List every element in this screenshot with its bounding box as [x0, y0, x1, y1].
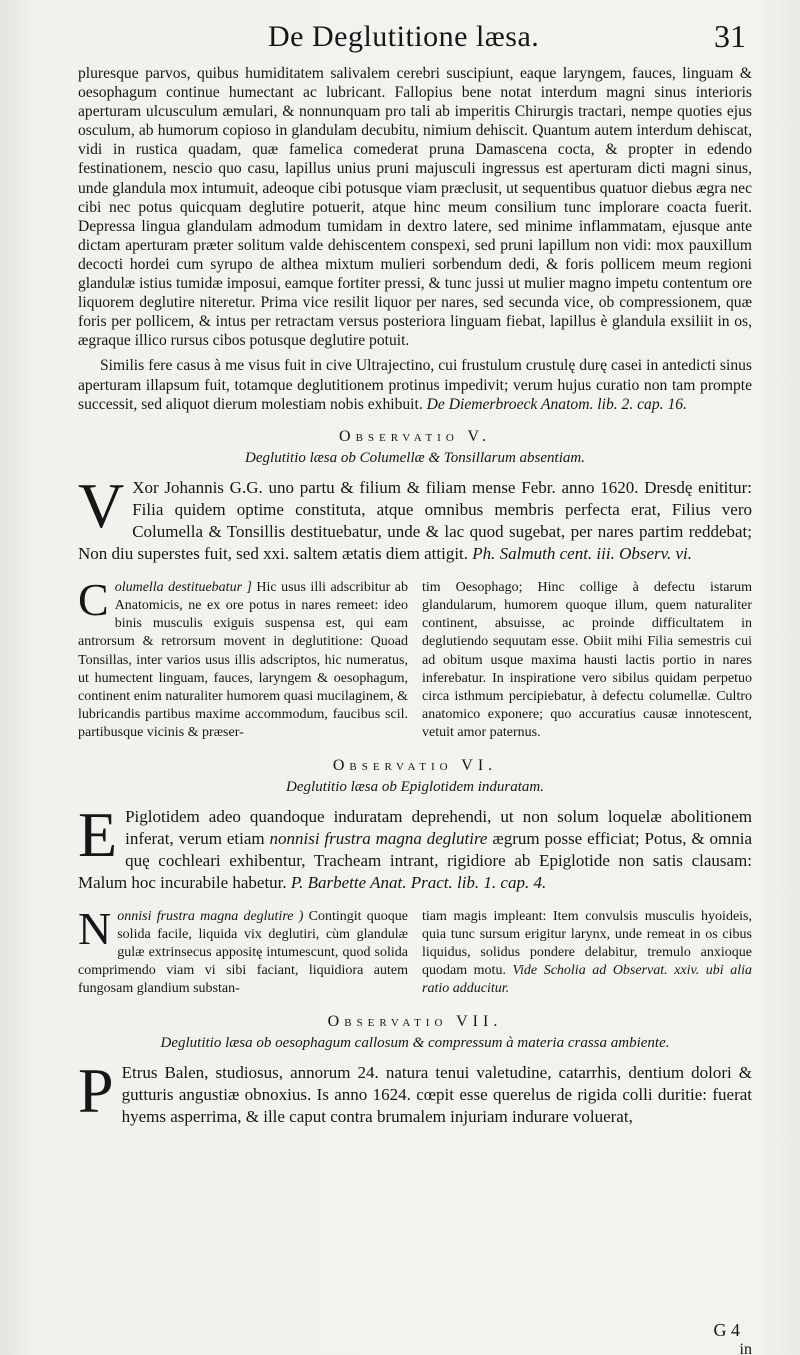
page-number: 31 — [714, 18, 746, 54]
observation-6-scholium-citation: Vide Scholia ad Observat. xxiv. ubi alia ratio adducitur. — [422, 963, 752, 997]
observation-5-citation: Ph. Salmuth cent. iii. Observ. vi. — [472, 543, 692, 563]
observation-5-scholium-left-text: Hic usus illi adscribitur ab Anatomicis, ne ex ore potus in nares remeet: ideo binis musculis exiguis suspensa est, qui eam antrorsum & retrorsum movent in deglutitione: Quoad Tonsillas, inter varios usus illis adscriptos, hic numeratus, ut humectent linguam, fauces, laryngem & oesophagum, continent enim naturaliter humorem quasi mucilaginem, & lubricandis partibus maxime accommodum, faucibus scil. partibusque vicinis & præser- — [78, 579, 408, 741]
observation-6-heading: Observatio VI. — [332, 756, 498, 774]
observation-6-scholium-right — [422, 908, 752, 999]
observation-5-body: Xor Johannis G.G. uno partu & filium & filiam mense Febr. anno 1620. Dresdę enititur: Filia quidem optime constituta, atque omnibus membris perfecta erat, Filius vero Columella & Tonsillis destituebatur, unde & lac quod sugebat, per nares partim reddebat; Non diu superstes fuit, sed xxi. saltem ætatis diem attigit. — [78, 477, 752, 563]
observation-5-text — [78, 469, 752, 565]
observation-7-text — [78, 1054, 752, 1128]
observation-6-scholium-dropcap: N — [78, 902, 112, 954]
observation-7-heading: Observatio VII. — [327, 1012, 503, 1030]
intro-citation: De Diemerbroeck Anatom. lib. 2. cap. 16. — [426, 395, 687, 413]
observation-6-scholium-right-text: tiam magis impleant: Item convulsis musculis hyoideis, quia tunc sursum erigitur larynx, unde remeat in os cibus liquidus, solidus pondere delabitur, tremulo anxioque quodam motu. — [422, 908, 752, 979]
signature-mark: G 4 — [713, 1320, 740, 1340]
observation-6-scholium — [78, 902, 752, 999]
observation-6-body-b: ægrum posse efficiat; Potus, & omnia quę cochleari exhibentur, Tracheam intrant, rigidiore ab Epiglotide non satis clausam: Malum hoc incurabile habetur. — [78, 828, 752, 892]
observation-6-body-a: Piglotidem adeo quandoque induratam deprehendi, ut non solum loquelæ abolitionem inferat, verum etiam — [125, 806, 752, 848]
observation-5-scholium-left — [78, 573, 408, 743]
observation-6-scholium-left-text: Contingit quoque solida facile, liquida vix deglutiri, cùm glandulæ gulæ extrinsecus appositę intumescunt, quod solida comprimendo viam vi sibi faciant, liquidiora autem fungosam glandium substan- — [78, 908, 408, 997]
observation-5 — [78, 428, 752, 743]
observation-6-scholium-lemma: onnisi frustra magna deglutire ) — [117, 908, 304, 924]
running-title: De Deglutitione læsa. — [268, 20, 540, 53]
observation-6 — [78, 757, 752, 999]
observation-5-dropcap: V — [78, 469, 125, 541]
catchword: in — [739, 1341, 752, 1355]
observation-5-scholium-right: tim Oesophago; Hinc collige à defectu istarum glandularum, humorem quoque illum, quem naturaliter continent, absuisse, ac proinde difficultatem in deglutiendo sequutam esse. Obiit mihi Filia semestris cui ad obitum usque maxima hausti lactis portio in nares inferebatur. In inspiratione vero sibilus quidam perpetuo circa isthmum percipiebatur, à defectu columellæ. Cultro anatomico exponere; quo accuratius causæ innotescent, vetuit amor paternus. — [422, 579, 752, 741]
running-header — [78, 14, 752, 64]
observation-6-subtitle: Deglutitio læsa ob Epiglotidem induratam. — [286, 778, 544, 795]
observation-6-text — [78, 798, 752, 894]
observation-6-scholium-left — [78, 902, 408, 999]
observation-5-subtitle: Deglutitio læsa ob Columellæ & Tonsillarum absentiam. — [245, 449, 585, 466]
intro-paragraph-2-text: Similis fere casus à me visus fuit in cive Ultrajectino, cui frustulum crustulę durę casei in antedicti sinus aperturam illapsum fuit, totamque deglutitionem protinus impedivit; verum hujus curatio non tam prompte successit, sed aliquot dierum molestiam nobis exhibuit. — [78, 357, 752, 413]
observation-7 — [78, 1013, 752, 1128]
intro-paragraph-1: pluresque parvos, quibus humiditatem salivalem cerebri suscipiunt, eaque laryngem, fauces, linguam & oesophagum continue humectant ac lubricant. Fallopius bene notat interdum magni sinus interioris aperturam ulcusculum æmulari, & nonnunquam pro tali ab imperitis Chirurgis tractari, nempe quoties ejus osculum, ab humorum copioso in glandulam decubitu, nimium dehiscit. Quantum autem interdum dehiscat, vidi in rustica quadam, quæ famelica comederat pruna Damascena cocta, & propter in edendo festinationem, nescio quo casu, lapillus unius pruni majusculi ingressus est aperturam dicti magni sinus, unde glandula mox intumuit, adeoque cibi potusque viam præclusit, ut sequentibus quatuor diebus ægra nec cibi nec potus quicquam deglutire potuerit, atque hinc meum consilium tunc implorare coacta fuerit. Depressa lingua glandulam admodum tumidam in dextro latere, sed minime inflammatam, ejusque ante dictam aperturam præter solitum valde dehiscentem conspexi, sed pruni lapillum non vidi: mox pauxillum decocti hordei cum syrupo de althea mixtum mulieri sorbendum dedi, & foris pollicem meum regioni glandulæ istius tumidæ imposui, eamque fortiter pressi, & tunc jussi ut mulier magno impetu contentum ore liquorem deglutire niteretur. Prima vice resilit liquor per nares, sed secunda vice, ob compressionem, quæ foris per pollicem, & intus per retractam versus posteriora linguam fiebat, lapillus è glandula exsiliit in os, ægraque illico rursus cibos potusque deglutire potuit. — [78, 65, 752, 350]
observation-5-heading: Observatio V. — [339, 427, 491, 445]
observation-6-citation: P. Barbette Anat. Pract. lib. 1. cap. 4. — [290, 872, 547, 892]
observation-5-scholium-dropcap: C — [78, 573, 109, 625]
observation-7-body: Etrus Balen, studiosus, annorum 24. natura tenui valetudine, catarrhis, dentium dolori & gutturis angustiæ obnoxius. Is anno 1624. cœpit esse querelus de rigida colli duritie: fuerat hyems asperrima, & ille caput contra brumalem injuriam indurare voluerat, — [121, 1062, 752, 1126]
observation-7-dropcap: P — [78, 1054, 114, 1126]
observation-7-subtitle: Deglutitio læsa ob oesophagum callosum & compressum à materia crassa ambiente. — [160, 1034, 670, 1051]
observation-5-scholium — [78, 573, 752, 743]
observation-5-scholium-lemma: olumella destituebatur ] — [114, 579, 252, 595]
intro-paragraph-2 — [78, 356, 752, 413]
observation-6-emphasis: nonnisi frustra magna deglutire — [269, 828, 488, 848]
observation-6-dropcap: E — [78, 798, 118, 870]
